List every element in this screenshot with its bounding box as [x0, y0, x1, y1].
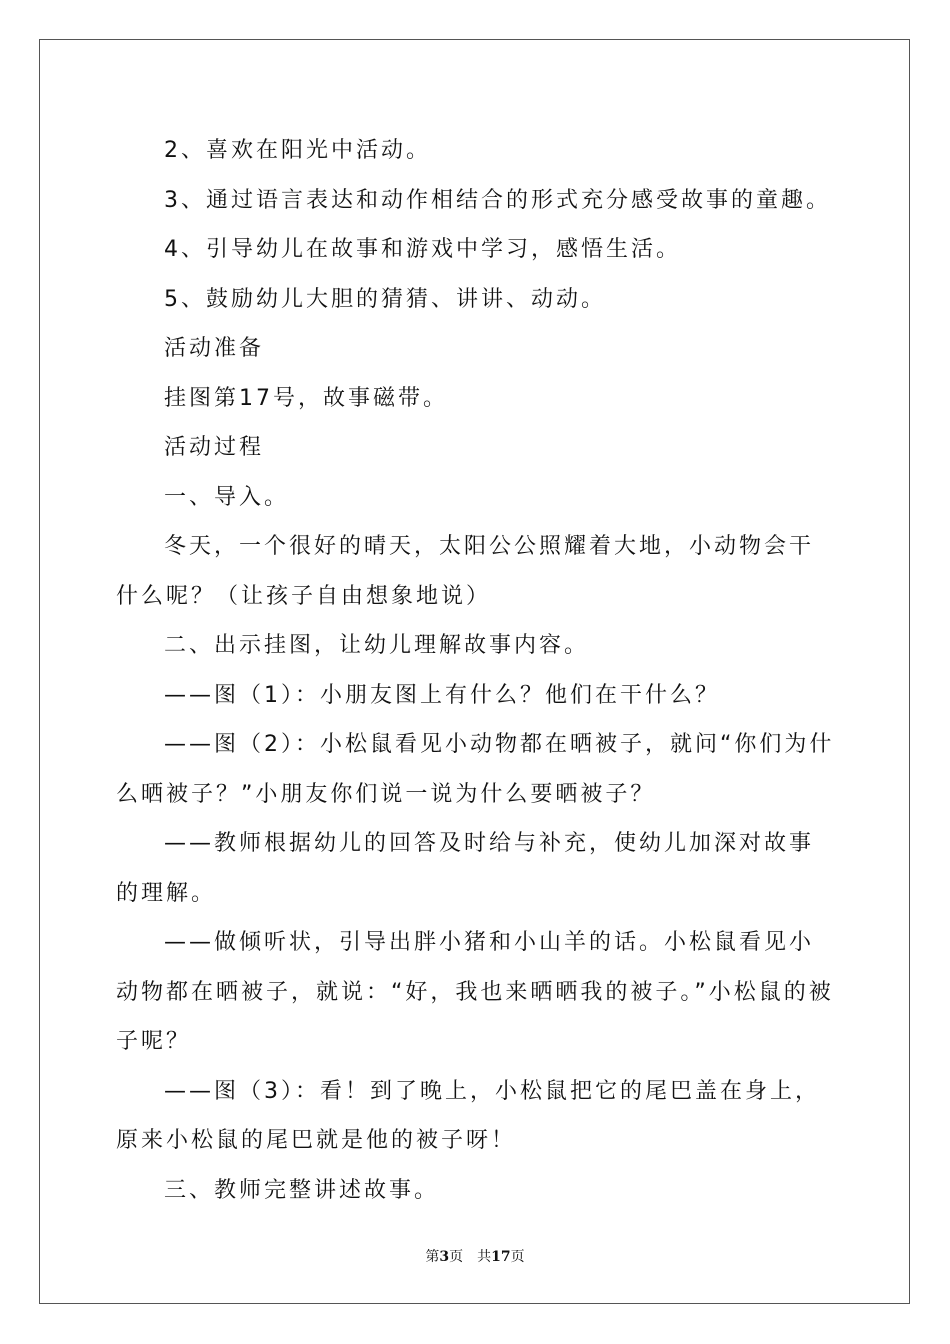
paragraph: 二、出示挂图，让幼儿理解故事内容。 — [164, 633, 590, 658]
document-body — [116, 126, 836, 1215]
paragraph: 三、教师完整讲述故事。 — [164, 1177, 440, 1203]
section-heading: 活动准备 — [164, 336, 265, 361]
paragraph: ——教师根据幼儿的回答及时给与补充，使幼儿加深对故事的理解。 — [116, 831, 815, 906]
total-page-count: 17 — [491, 1249, 511, 1265]
paragraph: ——图（1）：小朋友图上有什么？他们在干什么？ — [164, 682, 720, 708]
paragraph: 5、鼓励幼儿大胆的猜猜、讲讲、动动。 — [164, 286, 606, 312]
section-heading: 活动过程 — [164, 435, 265, 460]
paragraph: 2、喜欢在阳光中活动。 — [164, 138, 431, 163]
footer-suffix: 页 — [510, 1249, 525, 1265]
current-page-number: 3 — [439, 1249, 450, 1265]
footer-prefix: 第 — [425, 1249, 440, 1265]
footer-mid: 页 共 — [449, 1249, 492, 1265]
paragraph: 挂图第17号，故事磁带。 — [164, 385, 448, 411]
paragraph: 冬天，一个很好的晴天，太阳公公照耀着大地，小动物会干什么呢？（让孩子自由想象地说） — [116, 534, 815, 609]
paragraph: ——图（2）：小松鼠看见小动物都在晒被子，就问“你们为什么晒被子？”小朋友你们说一说为什么要晒被子？ — [116, 732, 835, 807]
paragraph: 4、引导幼儿在故事和游戏中学习，感悟生活。 — [164, 237, 681, 262]
paragraph: 3、通过语言表达和动作相结合的形式充分感受故事的童趣。 — [164, 187, 831, 213]
page-footer — [0, 1246, 950, 1266]
paragraph: ——图（3）：看！到了晚上，小松鼠把它的尾巴盖在身上，原来小松鼠的尾巴就是他的被子呀！ — [116, 1078, 820, 1153]
paragraph: ——做倾听状，引导出胖小猪和小山羊的话。小松鼠看见小动物都在晒被子，就说：“好，我也来晒晒我的被子。”小松鼠的被子呢？ — [116, 930, 834, 1054]
paragraph: 一、导入。 — [164, 484, 290, 510]
